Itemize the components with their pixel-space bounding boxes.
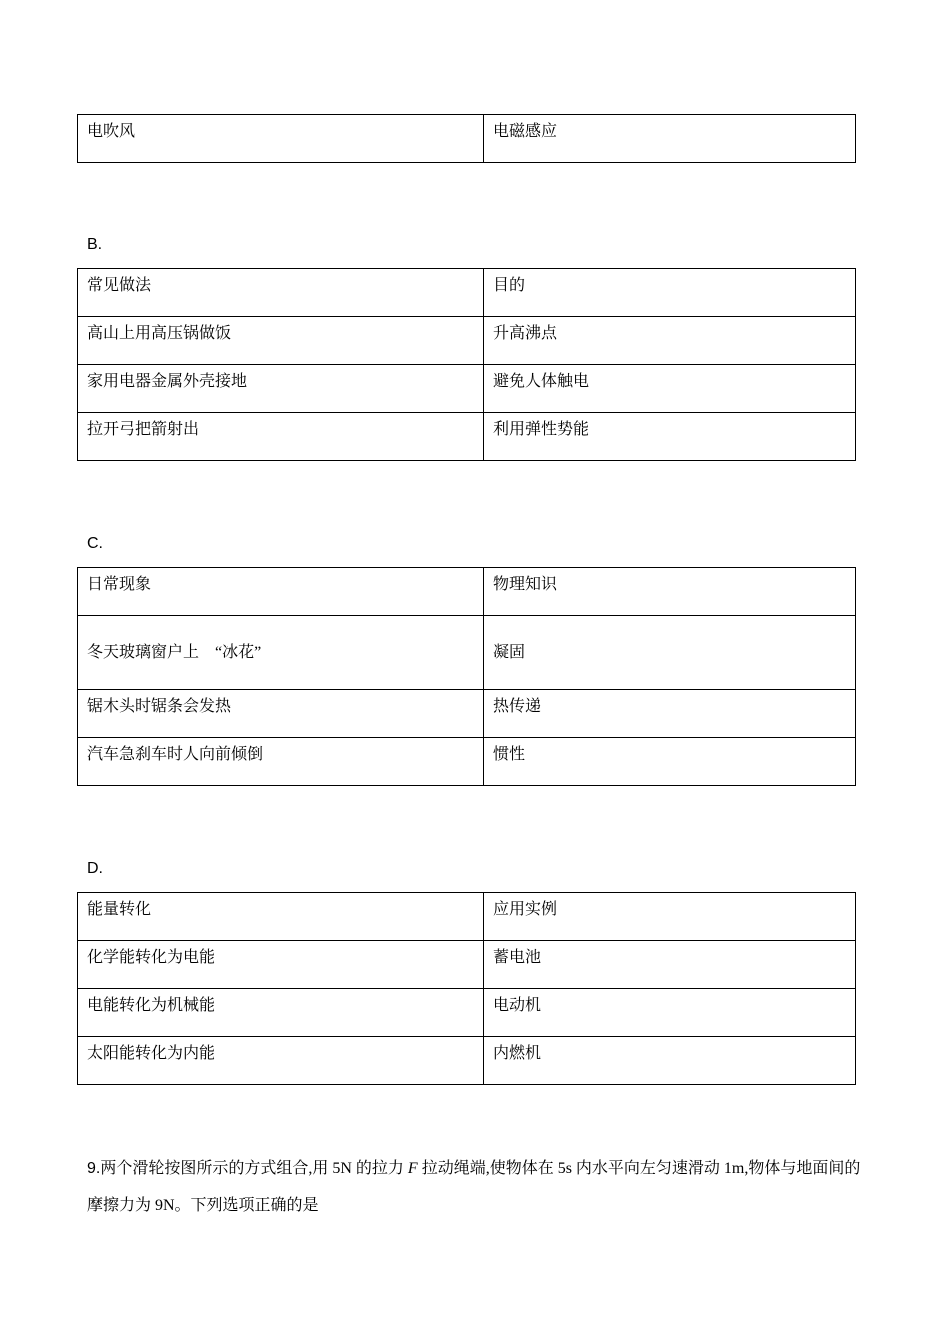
question-9 <box>87 1150 862 1224</box>
table-cell: 电动机 <box>484 989 856 1037</box>
table-row <box>78 690 856 738</box>
table-cell: 电磁感应 <box>484 115 856 163</box>
table-row <box>78 616 856 690</box>
force-symbol: F <box>407 1160 418 1177</box>
table-header-cell: 应用实例 <box>484 893 856 941</box>
table-cell: 热传递 <box>484 690 856 738</box>
table-row <box>78 989 856 1037</box>
table-cell: 太阳能转化为内能 <box>78 1037 484 1085</box>
table-cell: 家用电器金属外壳接地 <box>78 365 484 413</box>
question-text: 两个滑轮按图所示的方式组合,用 5N 的拉力 <box>100 1160 408 1177</box>
option-b-label: B. <box>87 236 103 253</box>
table-row <box>78 941 856 989</box>
table-cell: 化学能转化为电能 <box>78 941 484 989</box>
question-text-continued: 拉动绳端,使物体在 5s 内水平向左匀速滑动 1m,物体与地面间的摩擦力为 9N。下列选项正确的是 <box>87 1160 861 1214</box>
table-row <box>78 115 856 163</box>
table-cell: 避免人体触电 <box>484 365 856 413</box>
table-header-cell: 常见做法 <box>78 269 484 317</box>
table-cell: 汽车急刹车时人向前倾倒 <box>78 738 484 786</box>
table-row <box>78 269 856 317</box>
option-d-label: D. <box>87 860 103 877</box>
table-cell: 凝固 <box>484 616 856 690</box>
table-row <box>78 738 856 786</box>
table-header-cell: 能量转化 <box>78 893 484 941</box>
table-cell: 锯木头时锯条会发热 <box>78 690 484 738</box>
table-row <box>78 893 856 941</box>
table-row <box>78 365 856 413</box>
table-header-cell: 物理知识 <box>484 568 856 616</box>
option-d-table <box>77 892 856 1085</box>
table-row <box>78 317 856 365</box>
table-cell: 惯性 <box>484 738 856 786</box>
table-header-cell: 目的 <box>484 269 856 317</box>
table-cell: 冬天玻璃窗户上 “冰花” <box>78 616 484 690</box>
table-header-cell: 日常现象 <box>78 568 484 616</box>
table-row <box>78 413 856 461</box>
option-c-table <box>77 567 856 786</box>
question-number: 9. <box>87 1160 101 1177</box>
table-cell: 电吹风 <box>78 115 484 163</box>
table-cell: 电能转化为机械能 <box>78 989 484 1037</box>
table-cell: 拉开弓把箭射出 <box>78 413 484 461</box>
table-cell: 蓄电池 <box>484 941 856 989</box>
table-cell: 升高沸点 <box>484 317 856 365</box>
option-b-table <box>77 268 856 461</box>
table-row <box>78 568 856 616</box>
table-cell: 内燃机 <box>484 1037 856 1085</box>
table-cell: 高山上用高压锅做饭 <box>78 317 484 365</box>
option-a-table-tail <box>77 114 856 163</box>
table-cell: 利用弹性势能 <box>484 413 856 461</box>
table-row <box>78 1037 856 1085</box>
option-c-label: C. <box>87 535 103 552</box>
